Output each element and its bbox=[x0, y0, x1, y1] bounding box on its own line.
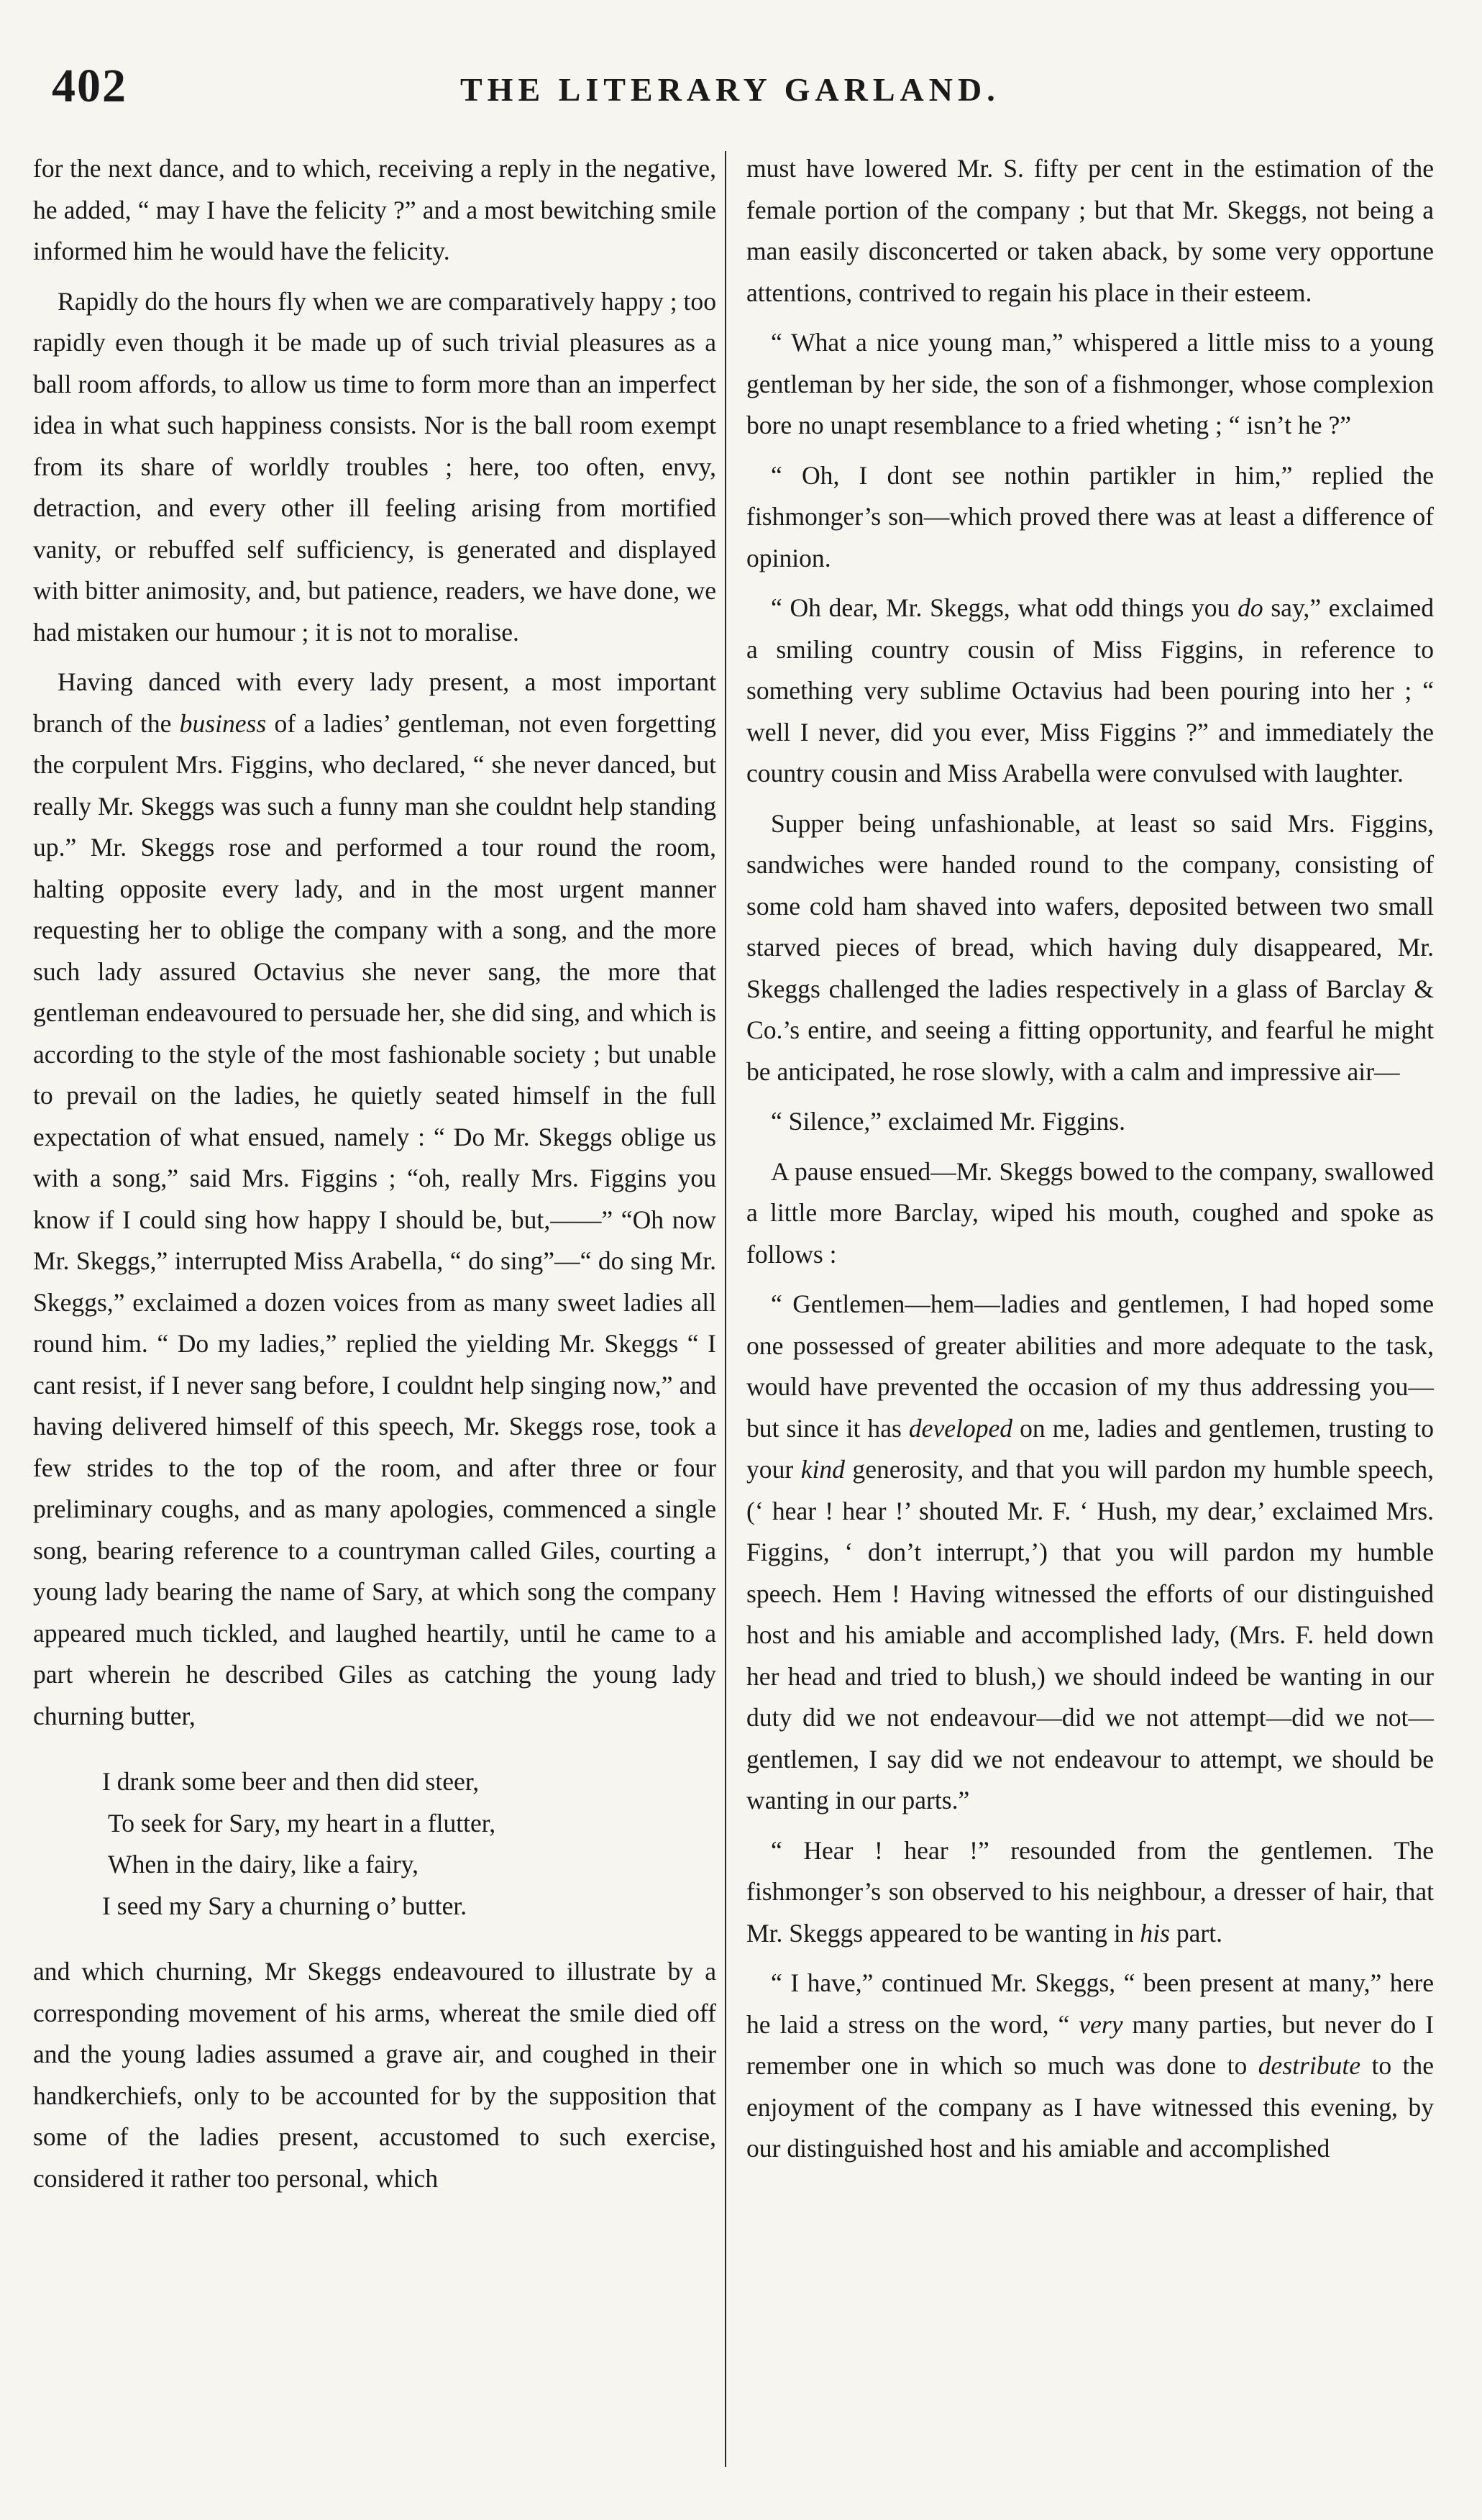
italic-text: very bbox=[1079, 2009, 1123, 2039]
paragraph bbox=[746, 588, 1434, 795]
paragraph: “ Oh, I dont see nothin partikler in him,” replied the fishmonger’s son—which proved there was at least a difference of opinion. bbox=[746, 460, 1434, 572]
paragraph: Rapidly do the hours fly when we are comparatively happy ; too rapidly even though it be made up of such trivial pleasures as a ball room affords, to allow us time to form more than an imperfect idea in what such happiness consists. Nor is the ball room exempt from its share of worldly troubles ; here, too often, envy, detraction, and every other ill feeling arising from mortified vanity, or rebuffed self sufficiency, is generated and displayed with bitter animosity, and, but patience, readers, we have done, we had mistaken our humour ; it is not to moralise. bbox=[33, 286, 716, 647]
paragraph bbox=[746, 1284, 1434, 1822]
paragraph: Supper being unfashionable, at least so said Mrs. Figgins, sandwiches were handed round to the company, consisting of some cold ham shaved into wafers, deposited between two small starved pieces of bread, which having duly disappeared, Mr. Skeggs challenged the ladies respectively in a glass of Barclay & Co.’s entire, and seeing a fitting opportunity, and fearful he might be anticipated, he rose slowly, with a calm and impressive air— bbox=[746, 808, 1434, 1086]
italic-text: developed bbox=[908, 1413, 1013, 1443]
verse-line: I drank some beer and then did steer, bbox=[102, 1767, 480, 1796]
column-divider bbox=[725, 151, 726, 2467]
text-run: “ Hear ! hear !” resounded from the gentlemen. The fishmonger’s son observed to his neighbour, a dresser of hair, that Mr. Skeggs appeared to be wanting in bbox=[746, 1835, 1434, 1948]
song-verse bbox=[102, 1761, 716, 1927]
text-run: “ Oh dear, Mr. Skeggs, what odd things you bbox=[771, 593, 1238, 622]
italic-text: destribute bbox=[1258, 2051, 1361, 2080]
paragraph: and which churning, Mr Skeggs endeavoured to illustrate by a corresponding movement of his arms, whereat the smile died off and the young ladies assumed a grave air, and coughed in their handkerchiefs, only to be accounted for by the supposition that some of the ladies present, accustomed to such exercise, considered it rather too personal, which bbox=[33, 1957, 716, 2193]
text-run: to the enjoyment of the company as I have witnessed this evening, by our distinguished host and his amiable and accomplished bbox=[746, 2051, 1434, 2163]
paragraph bbox=[746, 1963, 1434, 2170]
text-run: generosity, and that you will pardon my humble speech, (‘ hear ! hear !’ shouted Mr. F. ‘ Hush, my dear,’ exclaimed Mrs. Figgins, ‘ don’t interrupt,’) that you will pardon my humble speech. Hem ! Having witnessed the efforts of our distinguished host and his amiable and accomplished lady, (Mrs. F. held down her head and tried to blush,) we should indeed be wanting in our duty did we not endeavour—did we not attempt—did we not—gentlemen, I say did we not endeavour to attempt, we should be wanting in our parts.” bbox=[746, 1455, 1434, 1814]
paragraph: A pause ensued—Mr. Skeggs bowed to the company, swallowed a little more Barclay, wiped his mouth, coughed and spoke as follows : bbox=[746, 1156, 1434, 1269]
paragraph: “ Silence,” exclaimed Mr. Figgins. bbox=[771, 1107, 1126, 1136]
italic-text: business bbox=[179, 708, 267, 738]
text-run: of a ladies’ gentleman, not even forgetting the corpulent Mrs. Figgins, who declared, “ she never danced, but really Mr. Skeggs was such a funny man she couldnt help standing up.” Mr. Skeggs rose and performed a tour round the room, halting opposite every lady, and in the most urgent manner requesting her to oblige the company with a song, and the more such lady assured Octavius she never sang, the more that gentleman endeavoured to persuade her, she did sing, and which is according to the style of the most fashionable society ; but unable to prevail on the ladies, he quietly seated himself in the full expectation of what ensued, namely : “ Do Mr. Skeggs oblige us with a song,” said Mrs. Figgins ; “oh, really Mrs. Figgins you know if I could sing how happy I should be, but,——” “Oh now Mr. Skeggs,” interrupted Miss Arabella, “ do sing”—“ do sing Mr. Skeggs,” exclaimed a dozen voices from as many sweet ladies all round him. “ Do my ladies,” replied the yielding Mr. Skeggs “ I cant resist, if I never sang before, I couldnt help singing now,” and having delivered himself of this speech, Mr. Skeggs rose, took a few strides to the top of the room, and after three or four preliminary coughs, and as many apologies, commenced a single song, bearing reference to a countryman called Giles, courting a young lady bearing the name of Sary, at which song the company appeared much tickled, and laughed heartily, until he came to a part wherein he described Giles as catching the young lady churning butter, bbox=[33, 708, 716, 1730]
page-number: 402 bbox=[52, 60, 127, 112]
text-run: say,” exclaimed a smiling country cousin of Miss Figgins, in reference to something very sublime Octavius had been pouring into her ; “ well I never, did you ever, Miss Figgins ?” and immediately the country cousin and Miss Arabella were convulsed with laughter. bbox=[746, 593, 1434, 788]
text-run: on me, ladies and gentlemen, trusting to your bbox=[746, 1413, 1434, 1484]
italic-text: kind bbox=[800, 1455, 845, 1484]
running-title: THE LITERARY GARLAND. bbox=[460, 71, 1000, 108]
page-header bbox=[0, 0, 1482, 144]
paragraph bbox=[746, 1830, 1434, 1955]
verse-line: When in the dairy, like a fairy, bbox=[108, 1850, 419, 1878]
text-run: many parties, but never do I remember one in which so much was done to bbox=[746, 2009, 1434, 2080]
paragraph bbox=[33, 662, 716, 1737]
left-column bbox=[33, 148, 716, 2199]
italic-text: his bbox=[1140, 1918, 1170, 1948]
paragraph: for the next dance, and to which, receiving a reply in the negative, he added, “ may I have the felicity ?” and a most bewitching smile informed him he would have the felicity. bbox=[33, 154, 716, 265]
verse-line: I seed my Sary a churning o’ butter. bbox=[102, 1891, 467, 1920]
text-run: Having danced with every lady present, a most important branch of the bbox=[33, 667, 716, 738]
verse-line: To seek for Sary, my heart in a flutter, bbox=[108, 1808, 496, 1838]
paragraph: must have lowered Mr. S. fifty per cent in the estimation of the female portion of the company ; but that Mr. Skeggs, not being a man easily disconcerted or taken aback, by some very opportune attentions, contrived to regain his place in their esteem. bbox=[746, 154, 1434, 307]
italic-text: do bbox=[1238, 593, 1263, 622]
text-run: “ Gentlemen—hem—ladies and gentlemen, I had hoped some one possessed of greater abilities and more adequate to the task, would have prevented the occasion of my thus addressing you—but since it has bbox=[746, 1289, 1434, 1443]
text-run: part. bbox=[1169, 1918, 1223, 1948]
text-run: “ I have,” continued Mr. Skeggs, “ been present at many,” here he laid a stress on the word, “ bbox=[746, 1968, 1434, 2039]
right-column bbox=[746, 148, 1434, 2170]
paragraph: “ What a nice young man,” whispered a little miss to a young gentleman by her side, the son of a fishmonger, whose complexion bore no unapt resemblance to a fried wheting ; “ isn’t he ?” bbox=[746, 328, 1434, 439]
